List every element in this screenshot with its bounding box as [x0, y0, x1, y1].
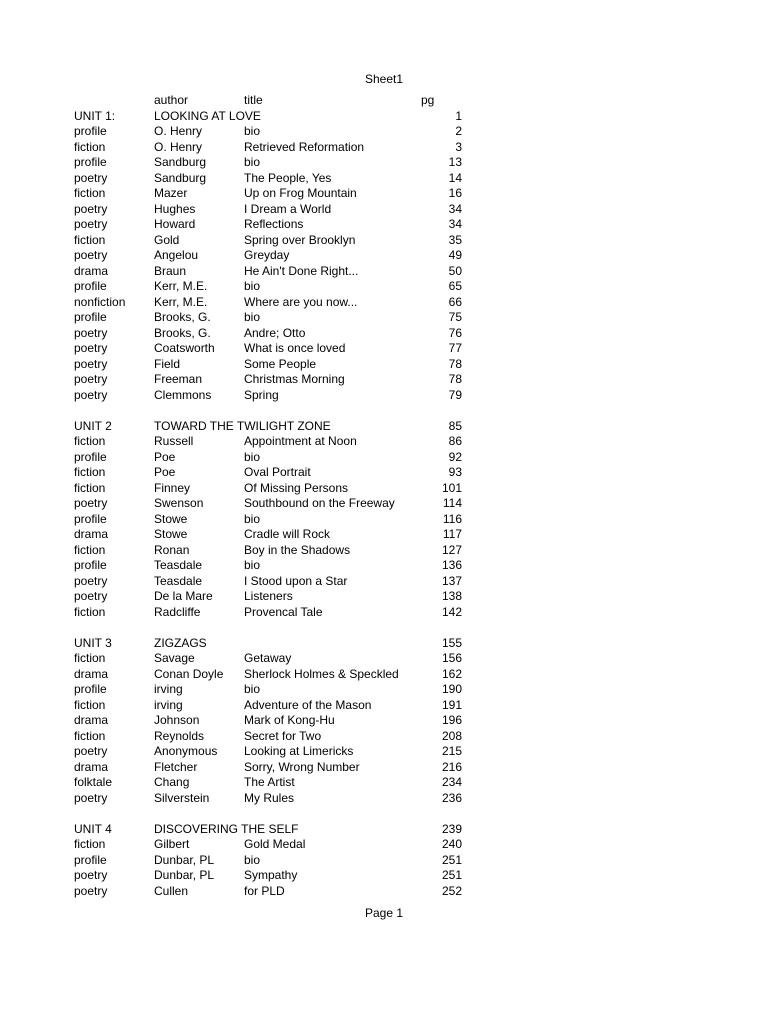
author-cell: Stowe: [154, 527, 188, 541]
title-cell: Provencal Tale: [244, 604, 323, 619]
table-row: [74, 481, 464, 497]
page-cell: 92: [448, 449, 462, 464]
author-cell: Gilbert: [154, 837, 190, 851]
table-row: [74, 372, 464, 388]
title-cell: Christmas Morning: [244, 372, 345, 386]
table-row: [74, 775, 464, 791]
page-cell: 14: [448, 170, 462, 185]
table-row: [74, 124, 464, 140]
author-cell: Teasdale: [154, 573, 203, 588]
page-cell: 127: [441, 542, 462, 557]
table-row: [74, 155, 464, 171]
genre-cell: fiction: [74, 837, 106, 851]
table-row: [74, 884, 464, 900]
table-row: [74, 713, 464, 729]
title-cell: Sorry, Wrong Number: [244, 759, 360, 774]
page-cell: 155: [441, 635, 462, 650]
title-cell: Getaway: [244, 651, 292, 665]
table-row: [74, 434, 464, 450]
genre-cell: fiction: [74, 651, 106, 665]
title-cell: I Dream a World: [244, 201, 332, 216]
page-cell: 215: [441, 744, 462, 758]
table-row: [74, 357, 464, 373]
page-cell: 1: [455, 108, 462, 123]
author-cell: Clemmons: [154, 387, 212, 402]
table-row: [74, 853, 464, 869]
table-row: [74, 698, 464, 714]
page-cell: 190: [441, 682, 462, 696]
table-row: [74, 574, 464, 590]
author-cell: Chang: [154, 775, 190, 789]
title-cell: bio: [244, 558, 261, 572]
title-cell: Spring: [244, 387, 279, 402]
genre-cell: drama: [74, 527, 109, 541]
page-cell: 117: [442, 527, 462, 541]
genre-cell: fiction: [74, 480, 106, 495]
author-cell: Swenson: [154, 496, 204, 510]
table-row: [74, 186, 464, 202]
title-cell: bio: [244, 124, 261, 138]
table-row: [74, 558, 464, 574]
table-row: [74, 295, 464, 311]
genre-cell: poetry: [74, 170, 108, 185]
title-cell: Spring over Brooklyn: [244, 232, 356, 247]
title-cell: Boy in the Shadows: [244, 542, 351, 557]
title-cell: He Ain't Done Right...: [244, 263, 359, 278]
title-cell: Cradle will Rock: [244, 527, 331, 541]
page-cell: 2: [455, 124, 462, 138]
title-cell: Sympathy: [244, 868, 298, 882]
genre-cell: profile: [74, 852, 107, 867]
title-cell: Gold Medal: [244, 837, 306, 851]
table-row: [74, 109, 464, 125]
author-cell: irving: [154, 697, 183, 712]
author-cell: Poe: [154, 449, 176, 464]
genre-cell: poetry: [74, 201, 108, 216]
table-row: [74, 791, 464, 807]
table-row: [74, 248, 464, 264]
genre-cell: profile: [74, 682, 107, 696]
author-cell: Stowe: [154, 511, 188, 526]
page-cell: 240: [441, 837, 462, 851]
author-cell: Cullen: [154, 883, 189, 898]
page-cell: 66: [448, 294, 462, 309]
genre-cell: poetry: [74, 589, 108, 603]
author-cell: O. Henry: [154, 124, 203, 138]
table-row: [74, 279, 464, 295]
title-cell: My Rules: [244, 790, 295, 805]
author-cell: Angelou: [154, 248, 199, 262]
genre-cell: profile: [74, 279, 107, 293]
page-cell: 234: [441, 775, 462, 789]
author-cell: Field: [154, 356, 181, 371]
table-row: [74, 496, 464, 512]
page-cell: 93: [448, 465, 462, 479]
genre-cell: fiction: [74, 542, 106, 557]
contents-table: [74, 93, 464, 899]
title-cell: Sherlock Holmes & Speckled: [244, 666, 399, 681]
genre-cell: poetry: [74, 744, 108, 758]
page-cell: 78: [448, 372, 462, 386]
author-cell: Radcliffe: [154, 604, 201, 619]
author-cell: Hughes: [154, 201, 196, 216]
genre-cell: poetry: [74, 883, 108, 898]
page-cell: 239: [441, 821, 462, 836]
table-row: [74, 140, 464, 156]
header-row: [74, 93, 464, 109]
genre-cell: drama: [74, 713, 109, 727]
page-cell: 251: [441, 852, 462, 867]
title-cell: Some People: [244, 356, 317, 371]
genre-cell: profile: [74, 124, 107, 138]
page-cell: 16: [448, 186, 462, 200]
genre-cell: UNIT 1:: [74, 108, 116, 123]
page-cell: 13: [448, 155, 462, 169]
table-row: [74, 636, 464, 652]
table-row: [74, 341, 464, 357]
table-row: [74, 465, 464, 481]
table-row: [74, 744, 464, 760]
title-cell: Oval Portrait: [244, 465, 311, 479]
page-cell: 3: [455, 139, 462, 154]
title-cell: bio: [244, 155, 261, 169]
author-cell: Kerr, M.E.: [154, 279, 208, 293]
genre-cell: poetry: [74, 356, 108, 371]
genre-cell: drama: [74, 759, 109, 774]
author-cell: Sandburg: [154, 170, 207, 185]
title-cell: Of Missing Persons: [244, 480, 349, 495]
table-row: [74, 605, 464, 621]
author-cell: Brooks, G.: [154, 325, 211, 340]
title-cell: Looking at Limericks: [244, 744, 354, 758]
table-row: [74, 760, 464, 776]
genre-cell: poetry: [74, 387, 108, 402]
table-row: [74, 233, 464, 249]
genre-cell: drama: [74, 263, 109, 278]
table-row: [74, 512, 464, 528]
page-cell: 34: [448, 201, 462, 216]
genre-cell: fiction: [74, 697, 106, 712]
genre-cell: fiction: [74, 604, 106, 619]
table-row: [74, 403, 464, 419]
author-cell: ZIGZAGS: [154, 635, 207, 650]
author-cell: Johnson: [154, 713, 200, 727]
genre-cell: profile: [74, 449, 107, 464]
author-cell: irving: [154, 682, 183, 696]
page-cell: 65: [448, 279, 462, 293]
title-cell: Retrieved Reformation: [244, 139, 365, 154]
author-cell: Freeman: [154, 372, 203, 386]
page-cell: 50: [448, 263, 462, 278]
page-cell: 142: [441, 604, 462, 619]
title-cell: The People, Yes: [244, 170, 332, 185]
page-cell: 138: [441, 589, 462, 603]
table-row: [74, 326, 464, 342]
sheet-title: Sheet1: [364, 72, 404, 86]
page-cell: 251: [441, 868, 462, 882]
author-cell: Dunbar, PL: [154, 852, 215, 867]
table-row: [74, 419, 464, 435]
table-row: [74, 264, 464, 280]
table-row: [74, 868, 464, 884]
header-author: author: [154, 93, 189, 107]
page-cell: 101: [441, 480, 462, 495]
page-cell: 216: [441, 759, 462, 774]
title-cell: What is once loved: [244, 341, 346, 355]
genre-cell: poetry: [74, 372, 108, 386]
genre-cell: poetry: [74, 868, 108, 882]
table-row: [74, 620, 464, 636]
author-cell: De la Mare: [154, 589, 213, 603]
table-row: [74, 806, 464, 822]
author-cell: O. Henry: [154, 139, 203, 154]
genre-cell: poetry: [74, 573, 108, 588]
page-cell: 86: [448, 434, 462, 448]
table-row: [74, 543, 464, 559]
title-cell: Where are you now...: [244, 294, 358, 309]
author-cell: Reynolds: [154, 728, 205, 743]
genre-cell: poetry: [74, 248, 108, 262]
page-cell: 77: [448, 341, 462, 355]
author-cell: Teasdale: [154, 558, 203, 572]
table-row: [74, 527, 464, 543]
page-cell: 156: [441, 651, 462, 665]
page-cell: 116: [442, 511, 462, 526]
genre-cell: fiction: [74, 232, 106, 247]
table-row: [74, 217, 464, 233]
title-cell: Adventure of the Mason: [244, 697, 372, 712]
author-cell: Mazer: [154, 186, 188, 200]
title-cell: Greyday: [244, 248, 290, 262]
page-cell: 49: [448, 248, 462, 262]
title-cell: Reflections: [244, 217, 304, 231]
title-cell: Southbound on the Freeway: [244, 496, 395, 510]
page-cell: 196: [441, 713, 462, 727]
author-cell: Conan Doyle: [154, 666, 224, 681]
genre-cell: poetry: [74, 790, 108, 805]
genre-cell: poetry: [74, 325, 108, 340]
genre-cell: UNIT 4: [74, 821, 112, 836]
title-cell: I Stood upon a Star: [244, 573, 348, 588]
header-pg: pg: [421, 93, 435, 107]
table-row: [74, 667, 464, 683]
title-cell: bio: [244, 511, 261, 526]
author-cell: Howard: [154, 217, 196, 231]
page-footer: Page 1: [364, 906, 404, 920]
table-row: [74, 822, 464, 838]
author-cell: Braun: [154, 263, 187, 278]
genre-cell: fiction: [74, 434, 106, 448]
table-row: [74, 837, 464, 853]
title-cell: Mark of Kong-Hu: [244, 713, 335, 727]
table-row: [74, 171, 464, 187]
author-cell: Silverstein: [154, 790, 210, 805]
table-row: [74, 729, 464, 745]
table-row: [74, 450, 464, 466]
genre-cell: profile: [74, 558, 107, 572]
author-cell: Savage: [154, 651, 195, 665]
genre-cell: fiction: [74, 465, 106, 479]
page-cell: 79: [448, 387, 462, 402]
author-cell: Fletcher: [154, 759, 198, 774]
author-cell: Poe: [154, 465, 176, 479]
table-body: [74, 109, 464, 900]
page-cell: 76: [448, 325, 462, 340]
page-cell: 114: [442, 496, 462, 510]
page-cell: 34: [448, 217, 462, 231]
genre-cell: fiction: [74, 728, 106, 743]
genre-cell: drama: [74, 666, 109, 681]
genre-cell: profile: [74, 511, 107, 526]
title-cell: Andre; Otto: [244, 325, 306, 340]
page-cell: 78: [448, 356, 462, 371]
title-cell: bio: [244, 852, 261, 867]
genre-cell: fiction: [74, 186, 106, 200]
page-cell: 208: [441, 728, 462, 743]
title-cell: Listeners: [244, 589, 293, 603]
table-row: [74, 202, 464, 218]
genre-cell: nonfiction: [74, 294, 126, 309]
table-row: [74, 310, 464, 326]
title-cell: Appointment at Noon: [244, 434, 357, 448]
header-title: title: [244, 93, 263, 107]
page-cell: 191: [441, 697, 462, 712]
title-cell: bio: [244, 449, 261, 464]
title-cell: Secret for Two: [244, 728, 322, 743]
author-cell: Anonymous: [154, 744, 218, 758]
author-cell: DISCOVERING THE SELF: [154, 821, 299, 836]
author-cell: Dunbar, PL: [154, 868, 215, 882]
author-cell: Kerr, M.E.: [154, 294, 208, 309]
table-row: [74, 589, 464, 605]
page-cell: 85: [448, 418, 462, 433]
genre-cell: UNIT 2: [74, 418, 112, 433]
author-cell: Ronan: [154, 542, 190, 557]
page-cell: 35: [448, 232, 462, 247]
title-cell: bio: [244, 682, 261, 696]
genre-cell: poetry: [74, 341, 108, 355]
genre-cell: UNIT 3: [74, 635, 112, 650]
table-row: [74, 388, 464, 404]
title-cell: bio: [244, 310, 261, 324]
table-row: [74, 651, 464, 667]
genre-cell: poetry: [74, 217, 108, 231]
title-cell: bio: [244, 279, 261, 293]
title-cell: Up on Frog Mountain: [244, 186, 357, 200]
author-cell: Finney: [154, 480, 191, 495]
genre-cell: poetry: [74, 496, 108, 510]
title-cell: for PLD: [244, 883, 285, 898]
author-cell: TOWARD THE TWILIGHT ZONE: [154, 418, 331, 433]
author-cell: LOOKING AT LOVE: [154, 108, 261, 123]
title-cell: The Artist: [244, 775, 295, 789]
page-cell: 236: [441, 790, 462, 805]
page-cell: 162: [441, 666, 462, 681]
table-row: [74, 682, 464, 698]
genre-cell: folktale: [74, 775, 113, 789]
author-cell: Sandburg: [154, 155, 207, 169]
page-cell: 75: [448, 310, 462, 324]
author-cell: Coatsworth: [154, 341, 215, 355]
genre-cell: fiction: [74, 139, 106, 154]
genre-cell: profile: [74, 310, 107, 324]
genre-cell: profile: [74, 155, 107, 169]
author-cell: Brooks, G.: [154, 310, 211, 324]
page-cell: 252: [441, 883, 462, 898]
author-cell: Gold: [154, 232, 180, 247]
author-cell: Russell: [154, 434, 194, 448]
page-cell: 136: [441, 558, 462, 572]
page-cell: 137: [441, 573, 462, 588]
